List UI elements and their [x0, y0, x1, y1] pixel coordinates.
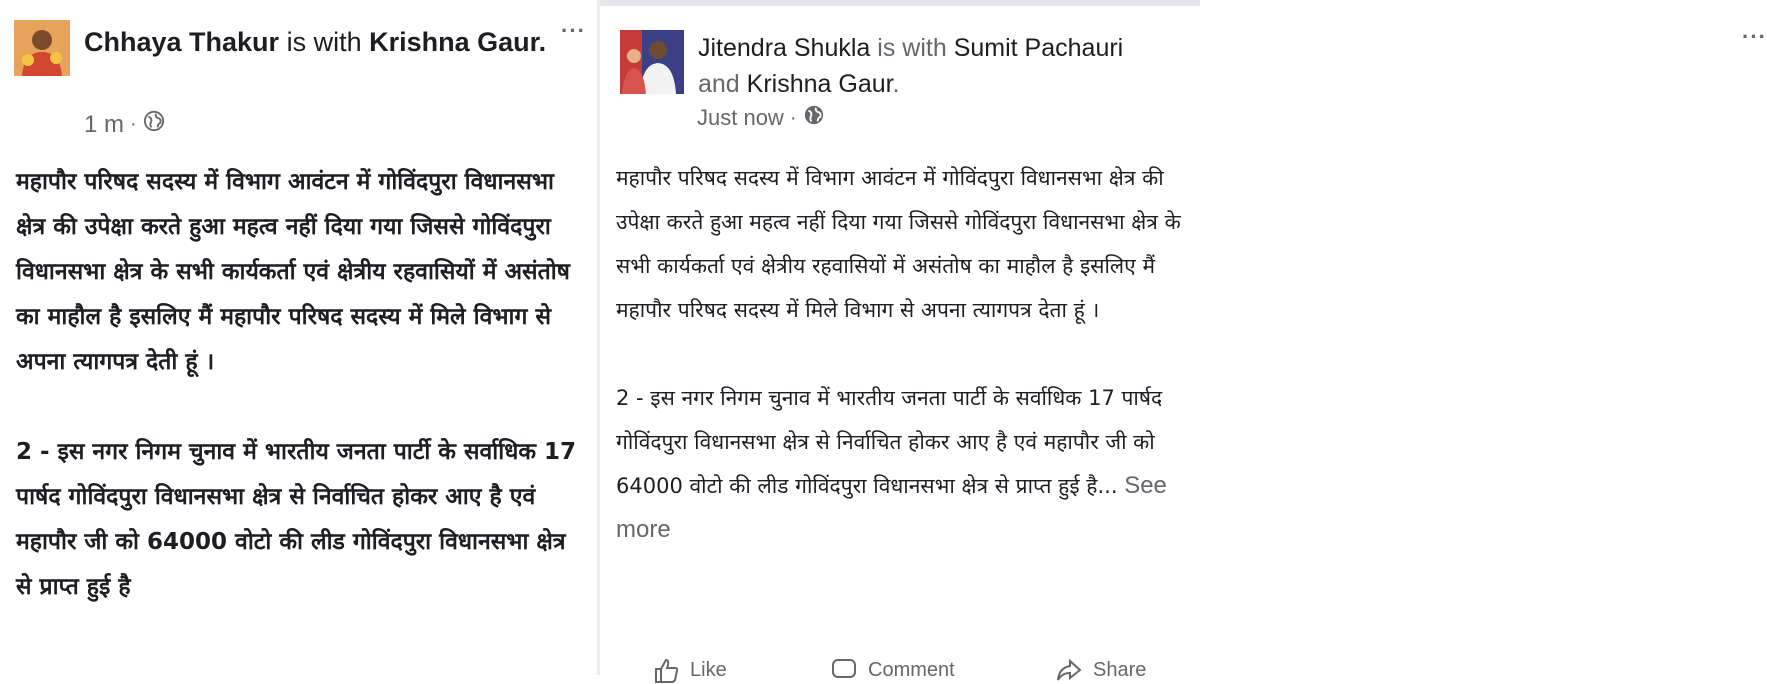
- post-body: [616, 156, 1181, 552]
- see-more-link[interactable]: See more: [616, 472, 1167, 543]
- share-icon: [1055, 656, 1083, 684]
- more-options-icon[interactable]: ···: [1742, 24, 1767, 49]
- meta-separator: ·: [130, 113, 137, 135]
- post-header: [698, 30, 1168, 102]
- post-meta: [84, 110, 165, 139]
- post-body: [16, 160, 586, 610]
- comment-icon: [830, 656, 858, 684]
- post-meta: [697, 104, 825, 132]
- comment-label: Comment: [868, 658, 955, 681]
- tagged-name[interactable]: Krishna Gaur: [746, 70, 893, 98]
- more-options-icon[interactable]: ···: [561, 18, 586, 43]
- post-paragraph: 2 - इस नगर निगम चुनाव में भारतीय जनता पार्टी के सर्वाधिक 17 पार्षद गोविंदपुरा विधानसभा क्षेत्र से निर्वाचित होकर आए है एवं महापौर जी को 64000 वोटो की लीड गोविंदपुरा विधानसभा क्षेत्र से प्राप्त हुई है: [16, 439, 577, 600]
- post-paragraph: महापौर परिषद सदस्य में विभाग आवंटन में गोविंदपुरा विधानसभा क्षेत्र की उपेक्षा करते हुआ महत्व नहीं दिया गया जिससे गोविंदपुरा विधानसभा क्षेत्र के सभी कार्यकर्ता एवं क्षेत्रीय रहवासियों में असंतोष का माहौल है इसलिए मैं महापौर परिषद सदस्य में मिले विभाग से अपना त्यागपत्र देता हूं ।: [616, 166, 1181, 322]
- like-label: Like: [690, 658, 727, 681]
- post-actions: [600, 650, 1200, 680]
- tagged-name[interactable]: Sumit Pachauri: [953, 34, 1124, 62]
- comment-button[interactable]: [830, 656, 955, 684]
- share-label: Share: [1093, 658, 1147, 681]
- author-avatar[interactable]: [14, 20, 70, 76]
- globe-icon: [143, 110, 165, 139]
- post-time[interactable]: 1 m: [84, 110, 125, 138]
- thumbs-up-icon: [652, 656, 680, 684]
- and-text: and: [698, 70, 740, 98]
- share-button[interactable]: [1055, 656, 1146, 684]
- paragraph-text: 2 - इस नगर निगम चुनाव में भारतीय जनता पार्टी के सर्वाधिक 17 पार्षद गोविंदपुरा विधानसभा क्षेत्र से निर्वाचित होकर आए है एवं महापौर जी को 64000 वोटो की लीड गोविंदपुरा विधानसभा क्षेत्र से प्राप्त हुई है...: [616, 386, 1163, 498]
- globe-icon: [803, 104, 825, 132]
- post-paragraph: महापौर परिषद सदस्य में विभाग आवंटन में गोविंदपुरा विधानसभा क्षेत्र की उपेक्षा करते हुआ महत्व नहीं दिया गया जिससे गोविंदपुरा विधानसभा क्षेत्र के सभी कार्यकर्ता एवं क्षेत्रीय रहवासियों में असंतोष का माहौल है इसलिए मैं महापौर परिषद सदस्य में मिले विभाग से अपना त्यागपत्र देती हूं ।: [16, 169, 570, 375]
- meta-separator: ·: [789, 106, 797, 129]
- post-header: [84, 26, 554, 58]
- author-name[interactable]: Chhaya Thakur: [84, 27, 280, 57]
- author-name[interactable]: Jitendra Shukla: [698, 34, 871, 62]
- like-button[interactable]: [652, 656, 727, 684]
- post-time[interactable]: Just now: [697, 105, 784, 130]
- with-text: is with: [286, 27, 362, 57]
- author-avatar[interactable]: [620, 30, 684, 94]
- left-post: [0, 0, 597, 675]
- post-paragraph: [616, 376, 1181, 552]
- tagged-name[interactable]: Krishna Gaur.: [369, 27, 547, 57]
- period-text: .: [892, 70, 900, 98]
- with-text: is with: [877, 34, 947, 62]
